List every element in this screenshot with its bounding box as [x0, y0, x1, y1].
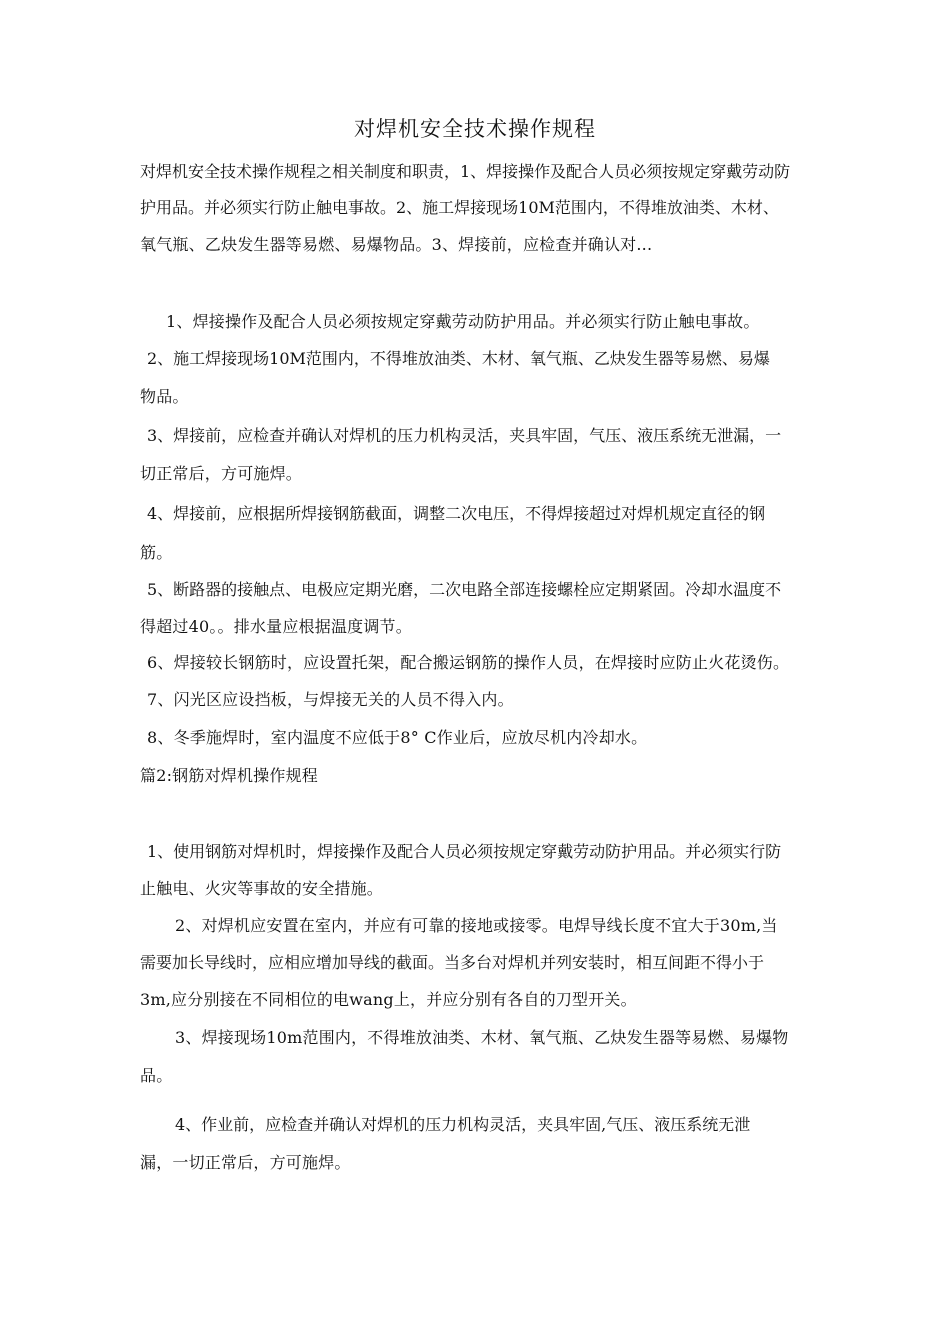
- rule-item-continued: 得超过40。。排水量应根据温度调节。: [140, 617, 412, 636]
- rule-item: 2、对焊机应安置在室内，并应有可靠的接地或接零。电焊导线长度不宜大于30m,当: [175, 916, 778, 935]
- rule-item: 5、断路器的接触点、电极应定期光磨，二次电路全部连接螺栓应定期紧固。冷却水温度不: [147, 580, 782, 599]
- summary-line: 护用品。并必须实行防止触电事故。2、施工焊接现场10M范围内，不得堆放油类、木材、: [140, 198, 779, 217]
- rule-item-continued: 品。: [140, 1066, 173, 1085]
- document-title: 对焊机安全技术操作规程: [354, 117, 596, 141]
- rule-item: 6、焊接较长钢筋时，应设置托架，配合搬运钢筋的操作人员，在焊接时应防止火花烫伤。: [147, 653, 790, 672]
- summary-line: 氧气瓶、乙炔发生器等易燃、易爆物品。3、焊接前，应检查并确认对...: [140, 235, 653, 254]
- rule-item: 1、使用钢筋对焊机时，焊接操作及配合人员必须按规定穿戴劳动防护用品。并必须实行防: [147, 842, 782, 861]
- rule-item-continued: 需要加长导线时，应相应增加导线的截面。当多台对焊机并列安装时，相互间距不得小于: [140, 953, 765, 972]
- rule-item: 7、闪光区应设挡板，与焊接无关的人员不得入内。: [147, 690, 514, 709]
- rule-item: 1、焊接操作及配合人员必须按规定穿戴劳动防护用品。并必须实行防止触电事故。: [166, 312, 760, 331]
- rule-item-continued: 3m,应分别接在不同相位的电wang上，并应分别有各自的刀型开关。: [140, 990, 637, 1009]
- rule-item-continued: 切正常后，方可施焊。: [140, 464, 303, 483]
- rule-item: 8、冬季施焊时，室内温度不应低于8° C作业后，应放尽机内冷却水。: [147, 728, 648, 747]
- rule-item-continued: 止触电、火灾等事故的安全措施。: [140, 879, 384, 898]
- rule-item-continued: 物品。: [140, 387, 189, 406]
- rule-item-continued: 筋。: [140, 543, 173, 562]
- rule-item: 3、焊接现场10m范围内，不得堆放油类、木材、氧气瓶、乙炔发生器等易燃、易爆物: [175, 1028, 789, 1047]
- summary-line: 对焊机安全技术操作规程之相关制度和职责，1、焊接操作及配合人员必须按规定穿戴劳动防: [140, 162, 791, 181]
- rule-item: 4、作业前，应检查并确认对焊机的压力机构灵活，夹具牢固,气压、液压系统无泄: [175, 1115, 751, 1134]
- rule-item-continued: 漏，一切正常后，方可施焊。: [140, 1153, 351, 1172]
- rule-item: 3、焊接前，应检查并确认对焊机的压力机构灵活，夹具牢固，气压、液压系统无泄漏，一: [147, 426, 782, 445]
- rule-item: 4、焊接前，应根据所焊接钢筋截面，调整二次电压，不得焊接超过对焊机规定直径的钢: [147, 504, 766, 523]
- section-heading: 篇2:钢筋对焊机操作规程: [140, 766, 318, 785]
- rule-item: 2、施工焊接现场10M范围内，不得堆放油类、木材、氧气瓶、乙炔发生器等易燃、易爆: [147, 349, 770, 368]
